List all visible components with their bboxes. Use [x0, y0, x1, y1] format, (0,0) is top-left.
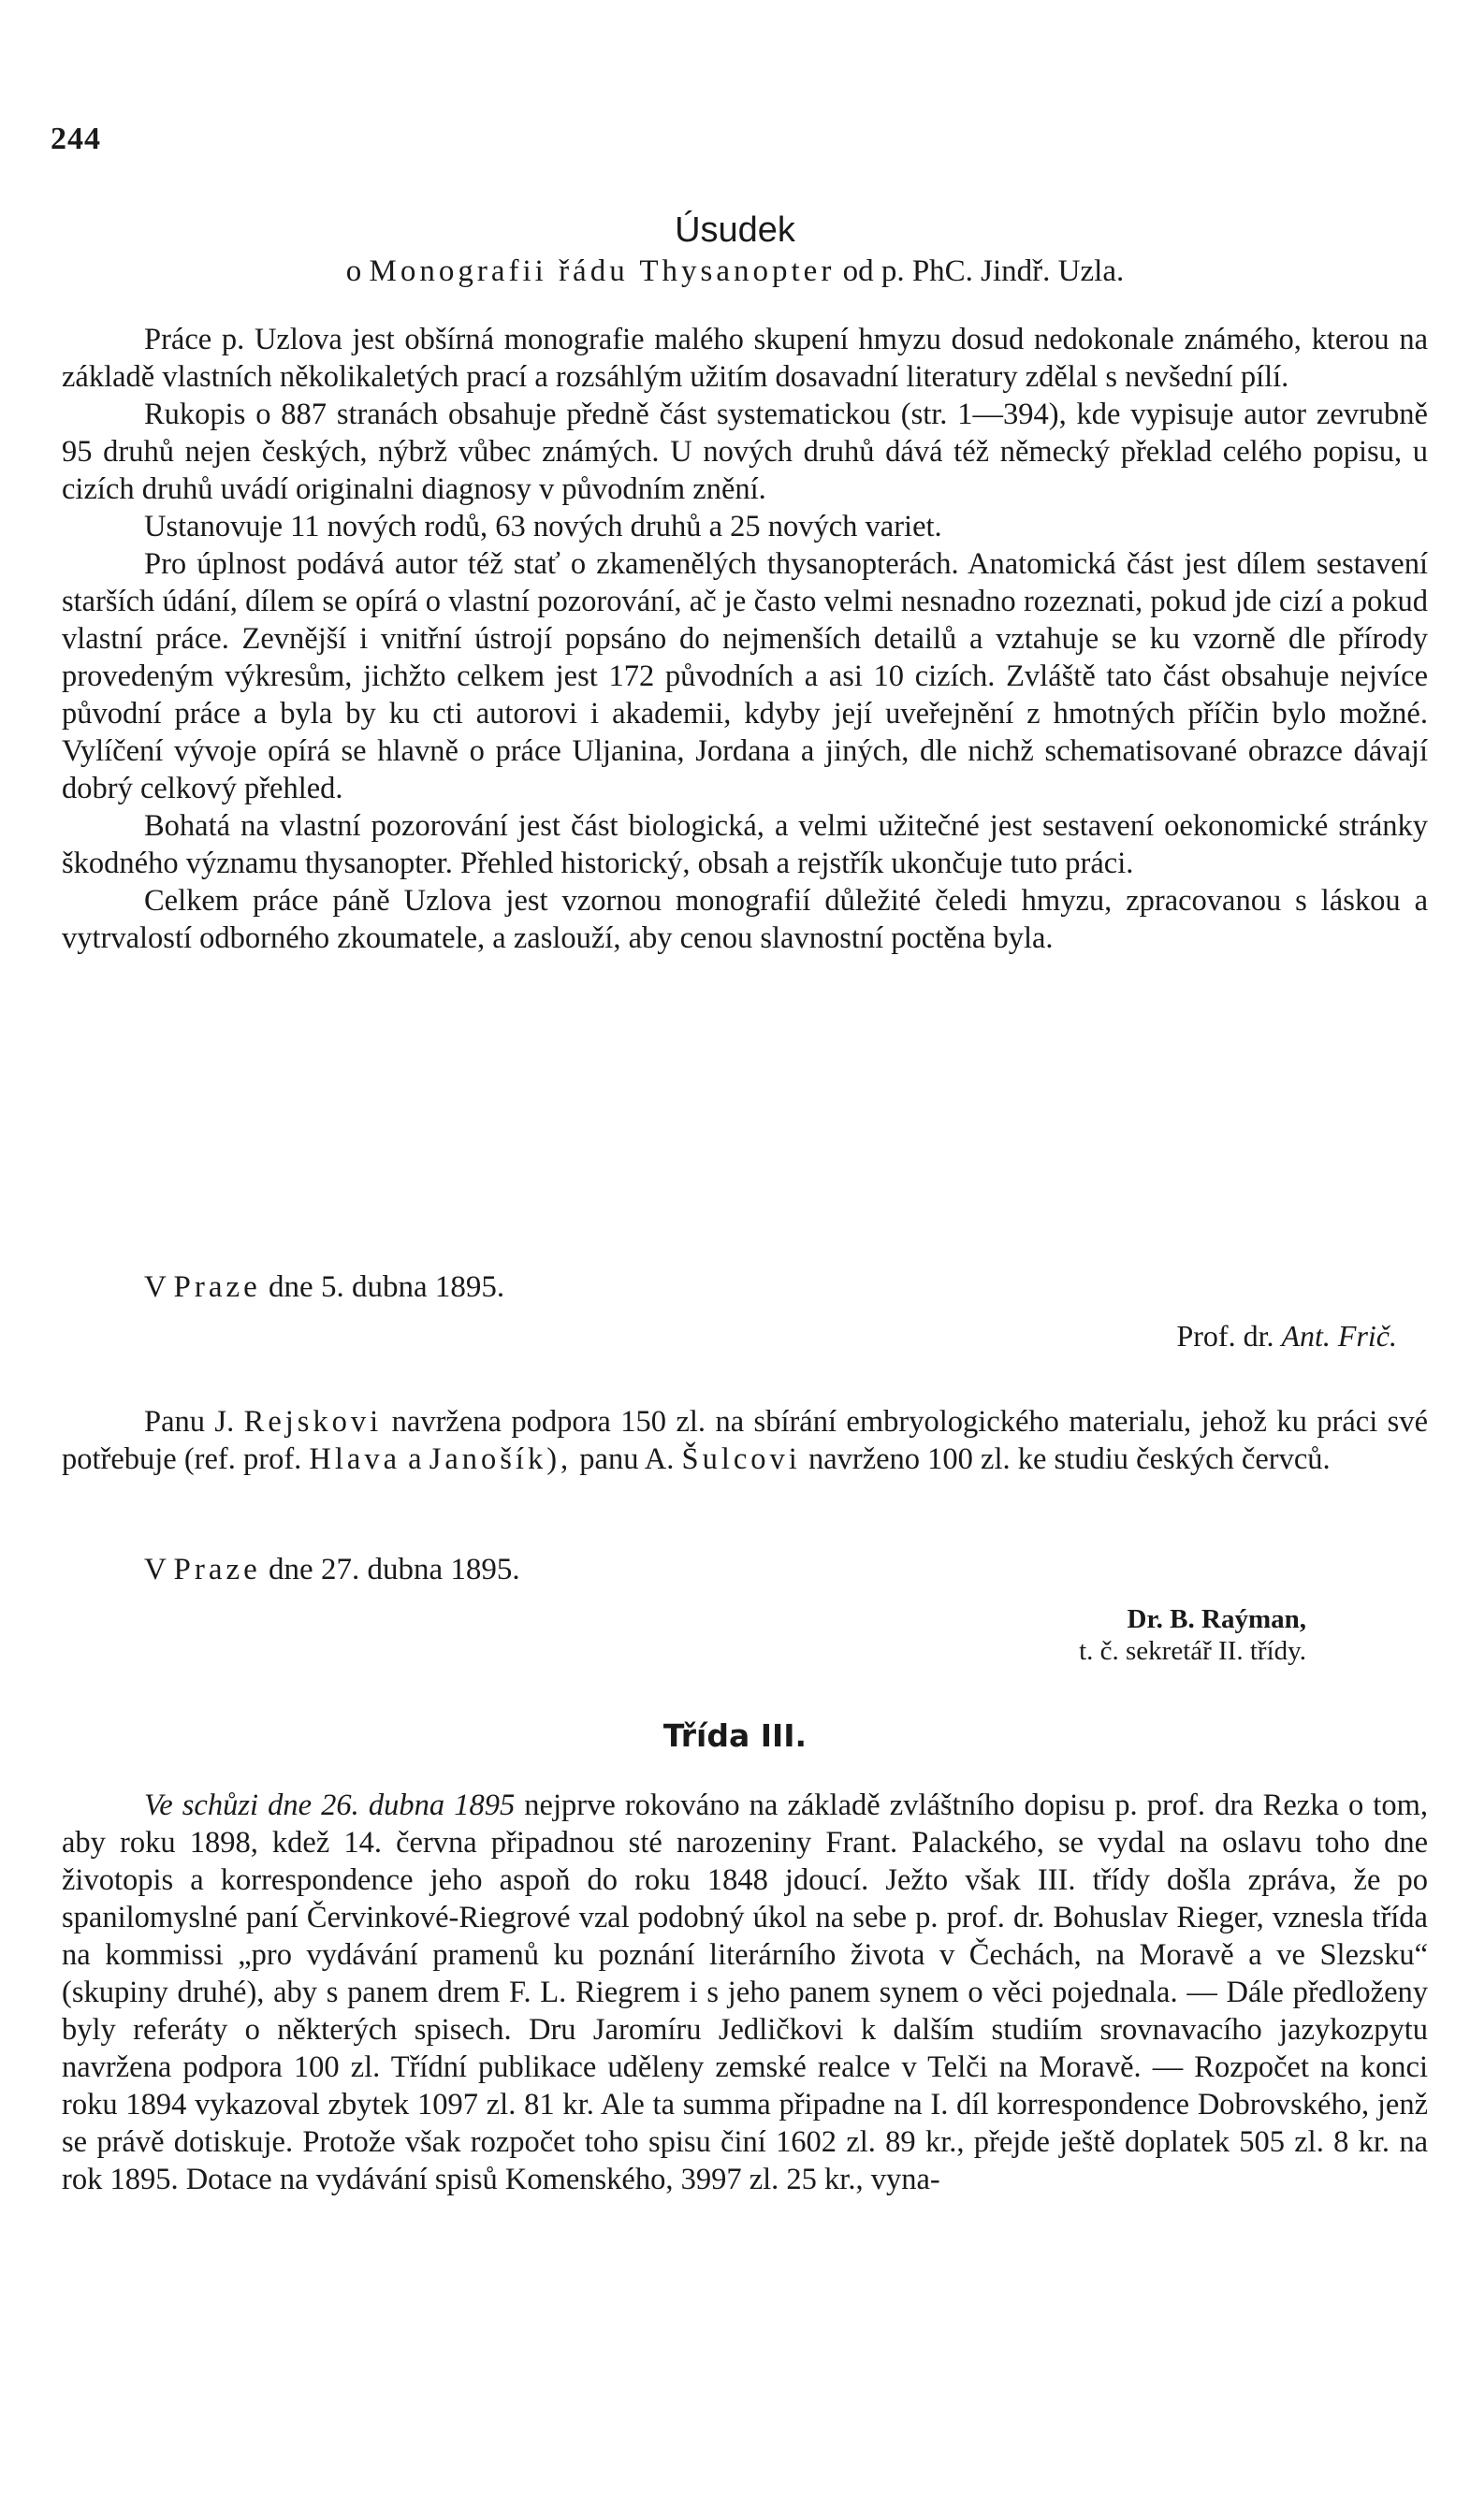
class3-body: nejprve rokováno na základě zvláštního dopisu p. prof. dra Rezka o tom, aby roku 1898, kdež 14. června připadnou sté narozeniny Frant. Palackého, se vydal na oslavu toho dne životopis a korrespondence jeho aspoň do roku 1848 jdoucí. Ježto však III. třídy došla zpráva, že po spanilomyslné paní Červinkové-Riegrové vzal podobný úkol na sebe p. prof. dr. Bohuslav Rieger, vznesla třída na kommissi „pro vydávání pramenů ku poznání literárního života v Čechách, na Moravě a ve Slezsku“ (skupiny druhé), aby s panem drem F. L. Riegrem i s jeho panem synem o věci pojednala. — Dále předloženy byly referáty o některých spisech. Dru Jaromíru Jedličkovi k dalším studiím srovnavacího jazykozpytu navržena podpora 100 zl. Třídní publikace uděleny zemské realce v Telči na Moravě. — Rozpočet na konci roku 1894 vykazoval zbytek 1097 zl. 81 kr. Ale ta summa připadne na I. díl korrespondence Dobrovského, jenž se právě dotiskuje. Protože však rozpočet toho spisu činí 1602 zl. 89 kr., přejde ještě doplatek 505 zl. 8 kr. na rok 1895. Dotace na vydávání spisů Komenského, 3997 zl. 25 kr., vyna-: [62, 1789, 1428, 2196]
review-body: [62, 321, 1428, 957]
review-paragraph-4: Pro úplnost podává autor též stať o zkamenělých thysanopterách. Anatomická část jest dílem sestavení starších údání, dílem se opírá o vlastní pozorování, ač je často velmi nesnadno rozeznati, pokud jde cizí a pokud vlastní práce. Zevnější i vnitřní ústrojí popsáno do nejmenších detailů a vztahuje se ku vzorně dle přírody provedeným výkresům, jichžto celkem jest 172 původních a asi 10 cizích. Zvláště tato část obsahuje nejvíce původní práce a byla by ku cti autorovi i akademii, kdyby její uveřejnění z hmotných příčin bylo možné. Vylíčení vývoje opírá se hlavně o práce Uljanina, Jordana a jiných, dle nichž schematisované obrazce dávají dobrý celkový přehled.: [62, 547, 1428, 805]
review-paragraph-1: Práce p. Uzlova jest obšírná monografie malého skupení hmyzu dosud nedokonale známého, kterou na základě vlastních několikaletých prací a rozsáhlým užitím dosavadní literatury zdělal s nevšední pílí.: [62, 323, 1428, 394]
grants-paragraph: Panu J. Rejskovi navržena podpora 150 zl. na sbírání embryologického materialu, jehož ku práci své potřebuje (ref. prof. Hlava a Janošík), panu A. Šulcovi navrženo 100 zl. ke studiu českých červců.: [62, 1405, 1429, 1476]
secretary-name: Dr. B. Raýman,: [1127, 1604, 1306, 1634]
review-signature: Prof. dr. Ant. Frič.: [1176, 1319, 1397, 1353]
review-paragraph-6: Celkem práce páně Uzlova jest vzornou monografií důležité čeledi hmyzu, zpracovanou s láskou a vytrvalostí odborného zkoumatele, a zaslouží, aby cenou slavnostní poctěna byla.: [62, 884, 1428, 955]
secretary-title: t. č. sekretář II. třídy.: [1079, 1636, 1306, 1666]
review-date: V Praze dne 5. dubna 1895.: [144, 1270, 505, 1304]
section-heading-class-3: Třída III.: [662, 1717, 808, 1754]
review-paragraph-2: Rukopis o 887 stranách obsahuje předně část systematickou (str. 1—394), kde vypisuje autor zevrubně 95 druhů nejen českých, nýbrž vůbec známých. U nových druhů dává též německý překlad celého popisu, u cizích druhů uvádí originalni diagnosy v původním znění.: [62, 398, 1428, 506]
session-date: Ve schůzi dne 26. dubna 1895: [144, 1789, 516, 1822]
secretary-signature: [1079, 1603, 1306, 1667]
subtitle-spaced: Monografii řádu Thysanopter: [369, 254, 836, 288]
review-paragraph-5: Bohatá na vlastní pozorování jest část biologická, a velmi užitečné jest sestavení oekonomické stránky škodného významu thysanopter. Přehled historický, obsah a rejstřík ukončuje tuto práci.: [62, 809, 1428, 880]
subtitle-suffix: od p. PhC. Jindř. Uzla.: [842, 254, 1125, 288]
page-number: 244: [51, 122, 101, 156]
review-subtitle: [0, 254, 1470, 289]
review-title: Úsudek: [675, 210, 795, 250]
review-paragraph-3: Ustanovuje 11 nových rodů, 63 nových druhů a 25 nových variet.: [144, 510, 942, 543]
grants-date: V Praze dne 27. dubna 1895.: [144, 1553, 520, 1586]
class3-paragraph: [62, 1787, 1428, 2198]
subtitle-prefix: o: [345, 254, 362, 288]
